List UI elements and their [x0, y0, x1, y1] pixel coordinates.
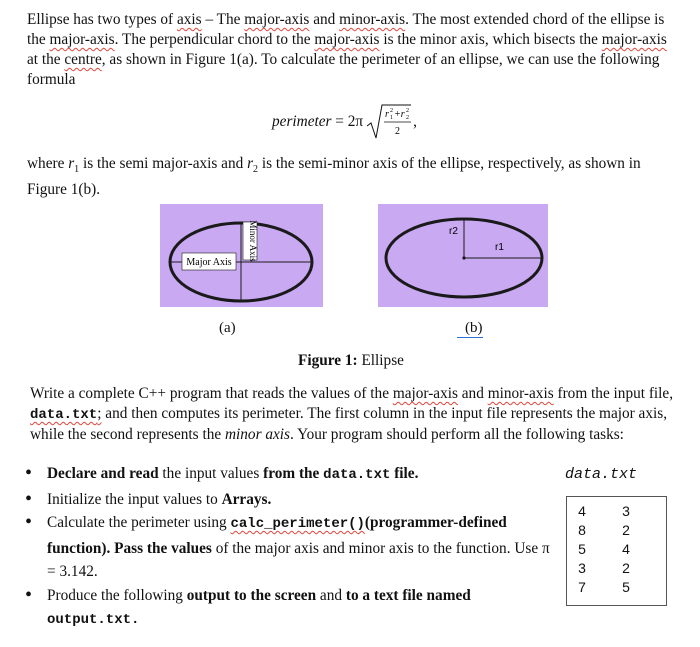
minor-axis-label: Minor Axis [248, 220, 258, 262]
table-row: 7 5 [578, 578, 630, 595]
svg-text:2: 2 [406, 115, 410, 121]
r1-label: r1 [495, 242, 504, 253]
table-row: 3 2 [578, 559, 630, 576]
intro-paragraph: Ellipse has two types of axis – The major-axis and minor-axis. The most extended chord of the ellipse is the major-axis. The perpendicular chord to the major-axis is the minor axis, which bisects the major-axis at the centre, as shown in Figure 1(a). To calculate the perimeter of an ellipse, we can use the following formula [27, 11, 667, 88]
data-table [566, 496, 667, 606]
program-paragraph: Write a complete C++ program that reads the values of the major-axis and minor-axis from the input file, data.txt; and then computes its perimeter. The first column in the input file represents the major axis, while the second represents the minor axis. Your program should perform all the following tasks: [30, 385, 674, 443]
figure-caption: Figure 1: Ellipse [298, 352, 404, 369]
task-list [25, 462, 560, 633]
table-row: 8 2 [578, 521, 630, 538]
svg-text:2: 2 [406, 108, 410, 114]
task-item-initialize: • Initialize the input values to Arrays. [25, 488, 560, 512]
task-item-calculate: • Calculate the perimeter using calc_perimeter()(programmer-defined function). Pass the values of the major axis and minor axis to the function. Use π = 3.142. [25, 511, 560, 584]
perimeter-formula: perimeter = 2π r 1 2 +r 2 2 2 , [272, 102, 417, 142]
formula-numerator: r [385, 109, 390, 120]
figure-a-ellipse [160, 204, 323, 307]
r2-label: r2 [449, 226, 458, 237]
task-item-declare: • Declare and read the input values from the data.txt file. [25, 462, 560, 488]
table-row: 5 4 [578, 540, 630, 557]
task-item-produce: • Produce the following output to the screen and to a text file named output.txt. [25, 584, 560, 633]
formula-denominator: 2 [395, 126, 401, 137]
figure-a-caption: (a) [219, 320, 236, 336]
svg-text:2: 2 [390, 108, 394, 114]
table-row: 4 3 [578, 502, 630, 519]
figure-b-ellipse [378, 204, 548, 307]
data-table-title: data.txt [565, 466, 638, 483]
sqrt-symbol [365, 102, 413, 142]
where-paragraph: where $r_1$ is the semi major-axis and $r_2$ is the semi-minor axis of the ellipse, respectively, as shown in Figure 1(b). [27, 155, 641, 199]
major-axis-label: Major Axis [186, 257, 232, 268]
figure-b-caption: (b) [457, 320, 483, 338]
formula-plus: +r [394, 109, 405, 120]
svg-text:1: 1 [390, 115, 394, 121]
